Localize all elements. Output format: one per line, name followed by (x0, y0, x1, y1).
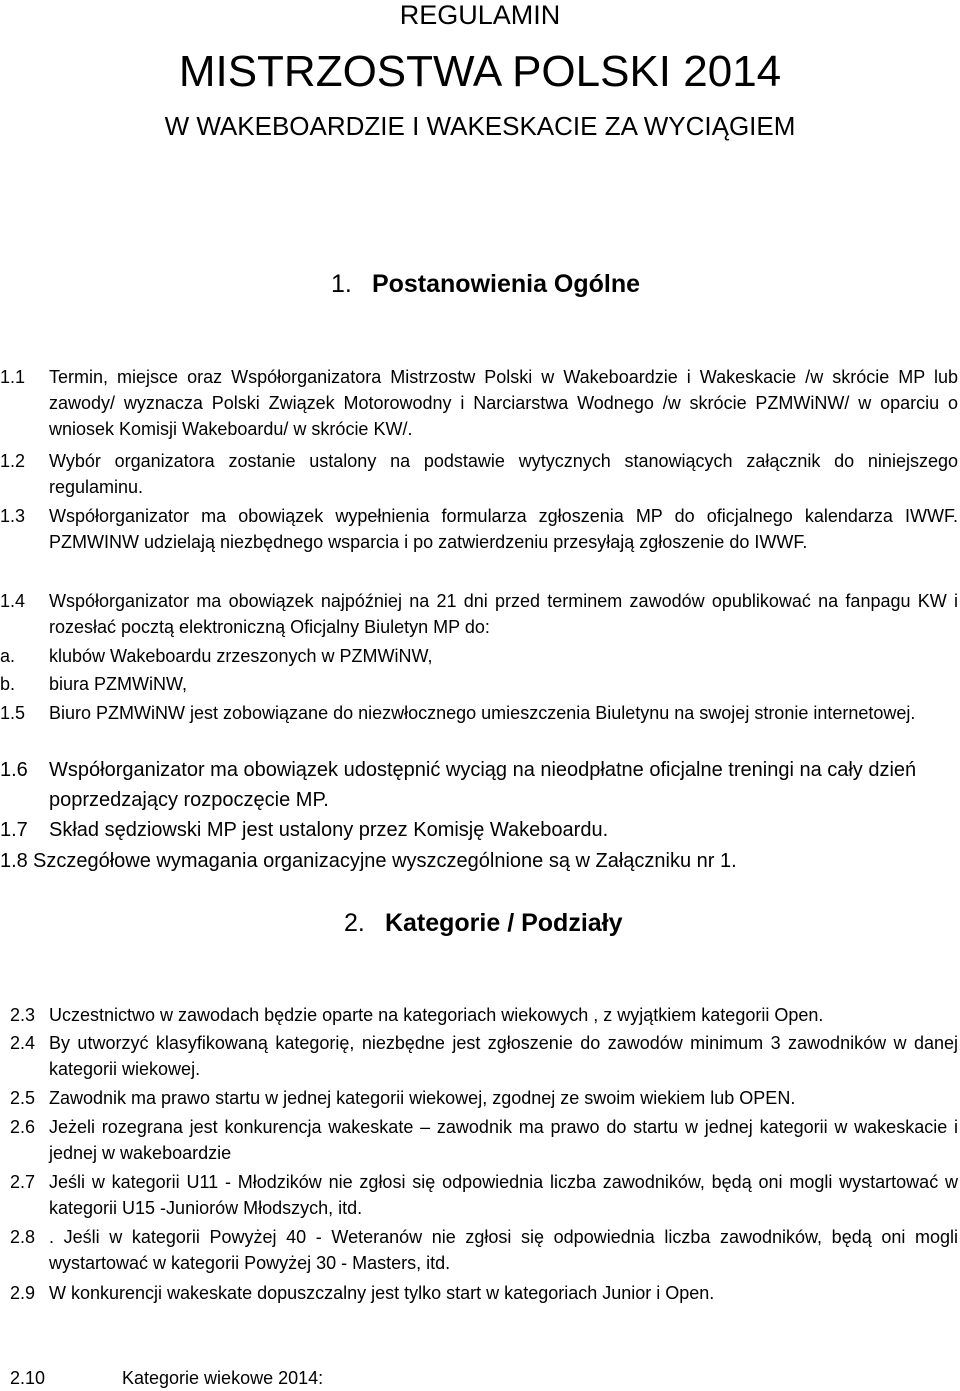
list-item: 2.3 Uczestnictwo w zawodach będzie oparte na kategoriach wiekowych , z wyjątkiem kategorii Open. (10, 1005, 824, 1025)
list-item: 1.6 Współorganizator ma obowiązek udostępnić wyciąg na nieodpłatne oficjalne treningi na cały dzień poprzedzający rozpoczęcie MP. (0, 759, 917, 811)
list-item: 2.6 Jeżeli rozegrana jest konkurencja wakeskate – zawodnik ma prawo do startu w jednej kategorii w wakeskacie i jednej w wakeboardzie (10, 1117, 958, 1163)
list-item: 2.5 Zawodnik ma prawo startu w jednej kategorii wiekowej, zgodnej ze swoim wiekiem lub OPEN. (10, 1088, 796, 1108)
list-item: 2.4 By utworzyć klasyfikowaną kategorię, niezbędne jest zgłoszenie do zawodów minimum 3 zawodników w danej kategorii wiekowej. (10, 1033, 958, 1079)
section-2-heading (344, 907, 623, 939)
list-item: 1.7 Skład sędziowski MP jest ustalony przez Komisję Wakeboardu. (0, 819, 609, 841)
list-item: 1.1 Termin, miejsce oraz Współorganizatora Mistrzostw Polski w Wakeboardzie i Wakeskacie /w skrócie MP lub zawody/ wyznacza Polski Związek Motorowodny i Narciarstwa Wodnego /w skrócie PZMWiNW/ w oparciu o wniosek Komisji Wakeboardu/ w skrócie KW/. (0, 367, 958, 439)
item-2-10-text: Kategorie wiekowe 2014: (122, 1368, 324, 1388)
section-2-number: 2. (344, 909, 365, 937)
list-item: 1.2 Wybór organizatora zostanie ustalony na podstawie wytycznych stanowiących załącznik do niniejszego regulaminu. (0, 451, 958, 497)
list-item: 2.7 Jeśli w kategorii U11 - Młodzików nie zgłosi się odpowiednia liczba zawodników, będą oni mogli wystartować w kategorii U15 -Juniorów Młodszych, itd. (10, 1172, 958, 1218)
section-1-heading (331, 268, 640, 300)
title-discipline: W WAKEBOARDZIE I WAKESKACIE ZA WYCIĄGIEM (164, 111, 796, 141)
list-item: 1.8 Szczegółowe wymagania organizacyjne wyszczególnione są w Załączniku nr 1. (0, 850, 737, 872)
list-item: 2.8 . Jeśli w kategorii Powyżej 40 - Weteranów nie zgłosi się odpowiednia liczba zawodników, będą oni mogli wystartować w kategorii Powyżej 30 - Masters, itd. (10, 1227, 958, 1273)
section-1-title: Postanowienia Ogólne (371, 270, 641, 298)
list-item: 1.5 Biuro PZMWiNW jest zobowiązane do niezwłocznego umieszczenia Biuletynu na swojej stronie internetowej. (0, 703, 916, 723)
section-2-title: Kategorie / Podziały (384, 909, 623, 937)
list-item: 1.4 Współorganizator ma obowiązek najpóźniej na 21 dni przed terminem zawodów opublikować na fanpagu KW i rozesłać pocztą elektroniczną Oficjalny Biuletyn MP do: (0, 591, 958, 637)
title-regulamin: REGULAMIN (399, 0, 561, 30)
list-item: b. biura PZMWiNW, (0, 674, 188, 694)
title-championship: MISTRZOSTWA POLSKI 2014 (178, 47, 782, 96)
item-2-10-number: 2.10 (10, 1368, 46, 1388)
list-item: 2.9 W konkurencji wakeskate dopuszczalny jest tylko start w kategoriach Junior i Open. (10, 1283, 715, 1303)
list-item: 1.3 Współorganizator ma obowiązek wypełnienia formularza zgłoszenia MP do oficjalnego kalendarza IWWF. PZMWINW udzielają niezbędnego wsparcia i po zatwierdzeniu przesyłają zgłoszenie do IWWF. (0, 506, 958, 552)
section-1-number: 1. (331, 270, 352, 298)
list-item: a. klubów Wakeboardu zrzeszonych w PZMWiNW, (0, 646, 433, 666)
